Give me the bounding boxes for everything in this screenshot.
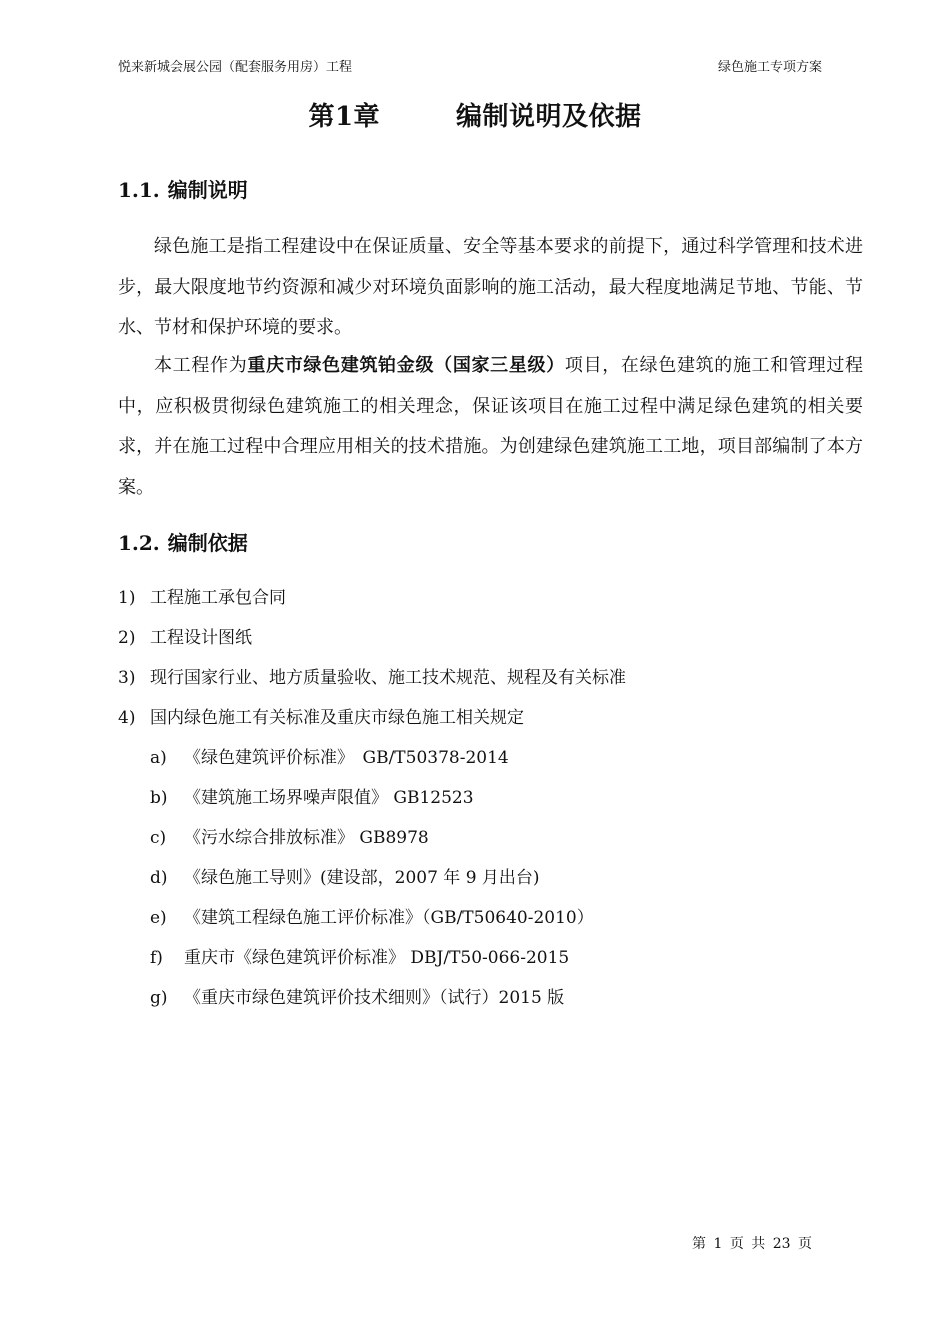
sublist-item: [150, 738, 594, 778]
list-item: [118, 578, 626, 618]
list-item: [118, 698, 626, 738]
paragraph-green-construction-definition: 绿色施工是指工程建设中在保证质量、安全等基本要求的前提下，通过科学管理和技术进步，最大限度地节约资源和减少对环境负面影响的施工活动，最大程度地满足节地、节能、节水、节材和保护环境的要求。: [118, 236, 863, 338]
chapter-number: 第1章: [308, 102, 381, 132]
list-marker: 4): [118, 708, 136, 728]
sublist-text: 《建筑工程绿色施工评价标准》（GB/T50640-2010）: [184, 908, 594, 928]
sublist-marker: e): [150, 908, 167, 928]
list-text: 工程施工承包合同: [150, 588, 286, 608]
sublist-marker: b): [150, 788, 168, 808]
chapter-heading: [0, 96, 950, 133]
list-marker: 1): [118, 588, 136, 608]
sublist-item: [150, 778, 594, 818]
header-document-title: 绿色施工专项方案: [717, 60, 822, 75]
paragraph-suffix: 项目，在绿色建筑的施工和管理过程中，应积极贯彻绿色建筑施工的相关理念，保证该项目在施工过程中满足绿色建筑的相关要求，并在施工过程中合理应用相关的技术措施。为创建绿色建筑施工工地，项目部编制了本方案。: [118, 355, 864, 498]
section-number: 1.2.: [118, 531, 160, 555]
sublist-item: [150, 978, 594, 1018]
sublist-text: 《绿色施工导则》(建设部，2007 年 9 月出台): [184, 868, 540, 888]
section-number: 1.1.: [118, 178, 160, 202]
sublist-marker: d): [150, 868, 168, 888]
sublist-marker: c): [150, 828, 167, 848]
sublist-text: 《污水综合排放标准》 GB8978: [184, 828, 429, 848]
sublist-text: 《绿色建筑评价标准》 GB/T50378-2014: [184, 748, 509, 768]
page-number: 第 1 页 共 23 页: [692, 1236, 812, 1252]
list-text: 国内绿色施工有关标准及重庆市绿色施工相关规定: [150, 708, 524, 728]
sublist-text: 重庆市《绿色建筑评价标准》 DBJ/T50-066-2015: [184, 948, 570, 968]
list-text: 现行国家行业、地方质量验收、施工技术规范、规程及有关标准: [150, 668, 626, 688]
section-title: 编制依据: [167, 531, 248, 555]
sublist-item: [150, 818, 594, 858]
list-item: [118, 618, 626, 658]
sublist-text: 《建筑施工场界噪声限值》 GB12523: [184, 788, 474, 808]
paragraph-prefix: 本工程作为: [154, 355, 248, 376]
standards-sublist: [150, 738, 594, 1018]
section-heading-1-1: [118, 174, 248, 203]
list-item: [118, 658, 626, 698]
paragraph-project-description: [118, 346, 863, 508]
list-marker: 2): [118, 628, 136, 648]
list-marker: 3): [118, 668, 136, 688]
sublist-item: [150, 898, 594, 938]
sublist-item: [150, 858, 594, 898]
sublist-marker: f): [150, 948, 163, 968]
section-heading-1-2: [118, 527, 248, 556]
section-title: 编制说明: [167, 178, 248, 202]
sublist-item: [150, 938, 594, 978]
sublist-marker: a): [150, 748, 167, 768]
sublist-text: 《重庆市绿色建筑评价技术细则》（试行）2015 版: [184, 988, 565, 1008]
chapter-title: 编制说明及依据: [456, 102, 642, 132]
page-header: [118, 56, 822, 76]
sublist-marker: g): [150, 988, 168, 1008]
list-text: 工程设计图纸: [150, 628, 252, 648]
basis-list: [118, 578, 626, 738]
paragraph-bold-rating: 重庆市绿色建筑铂金级（国家三星级）: [247, 355, 565, 376]
header-project-name: 悦来新城会展公园（配套服务用房）工程: [118, 60, 353, 75]
